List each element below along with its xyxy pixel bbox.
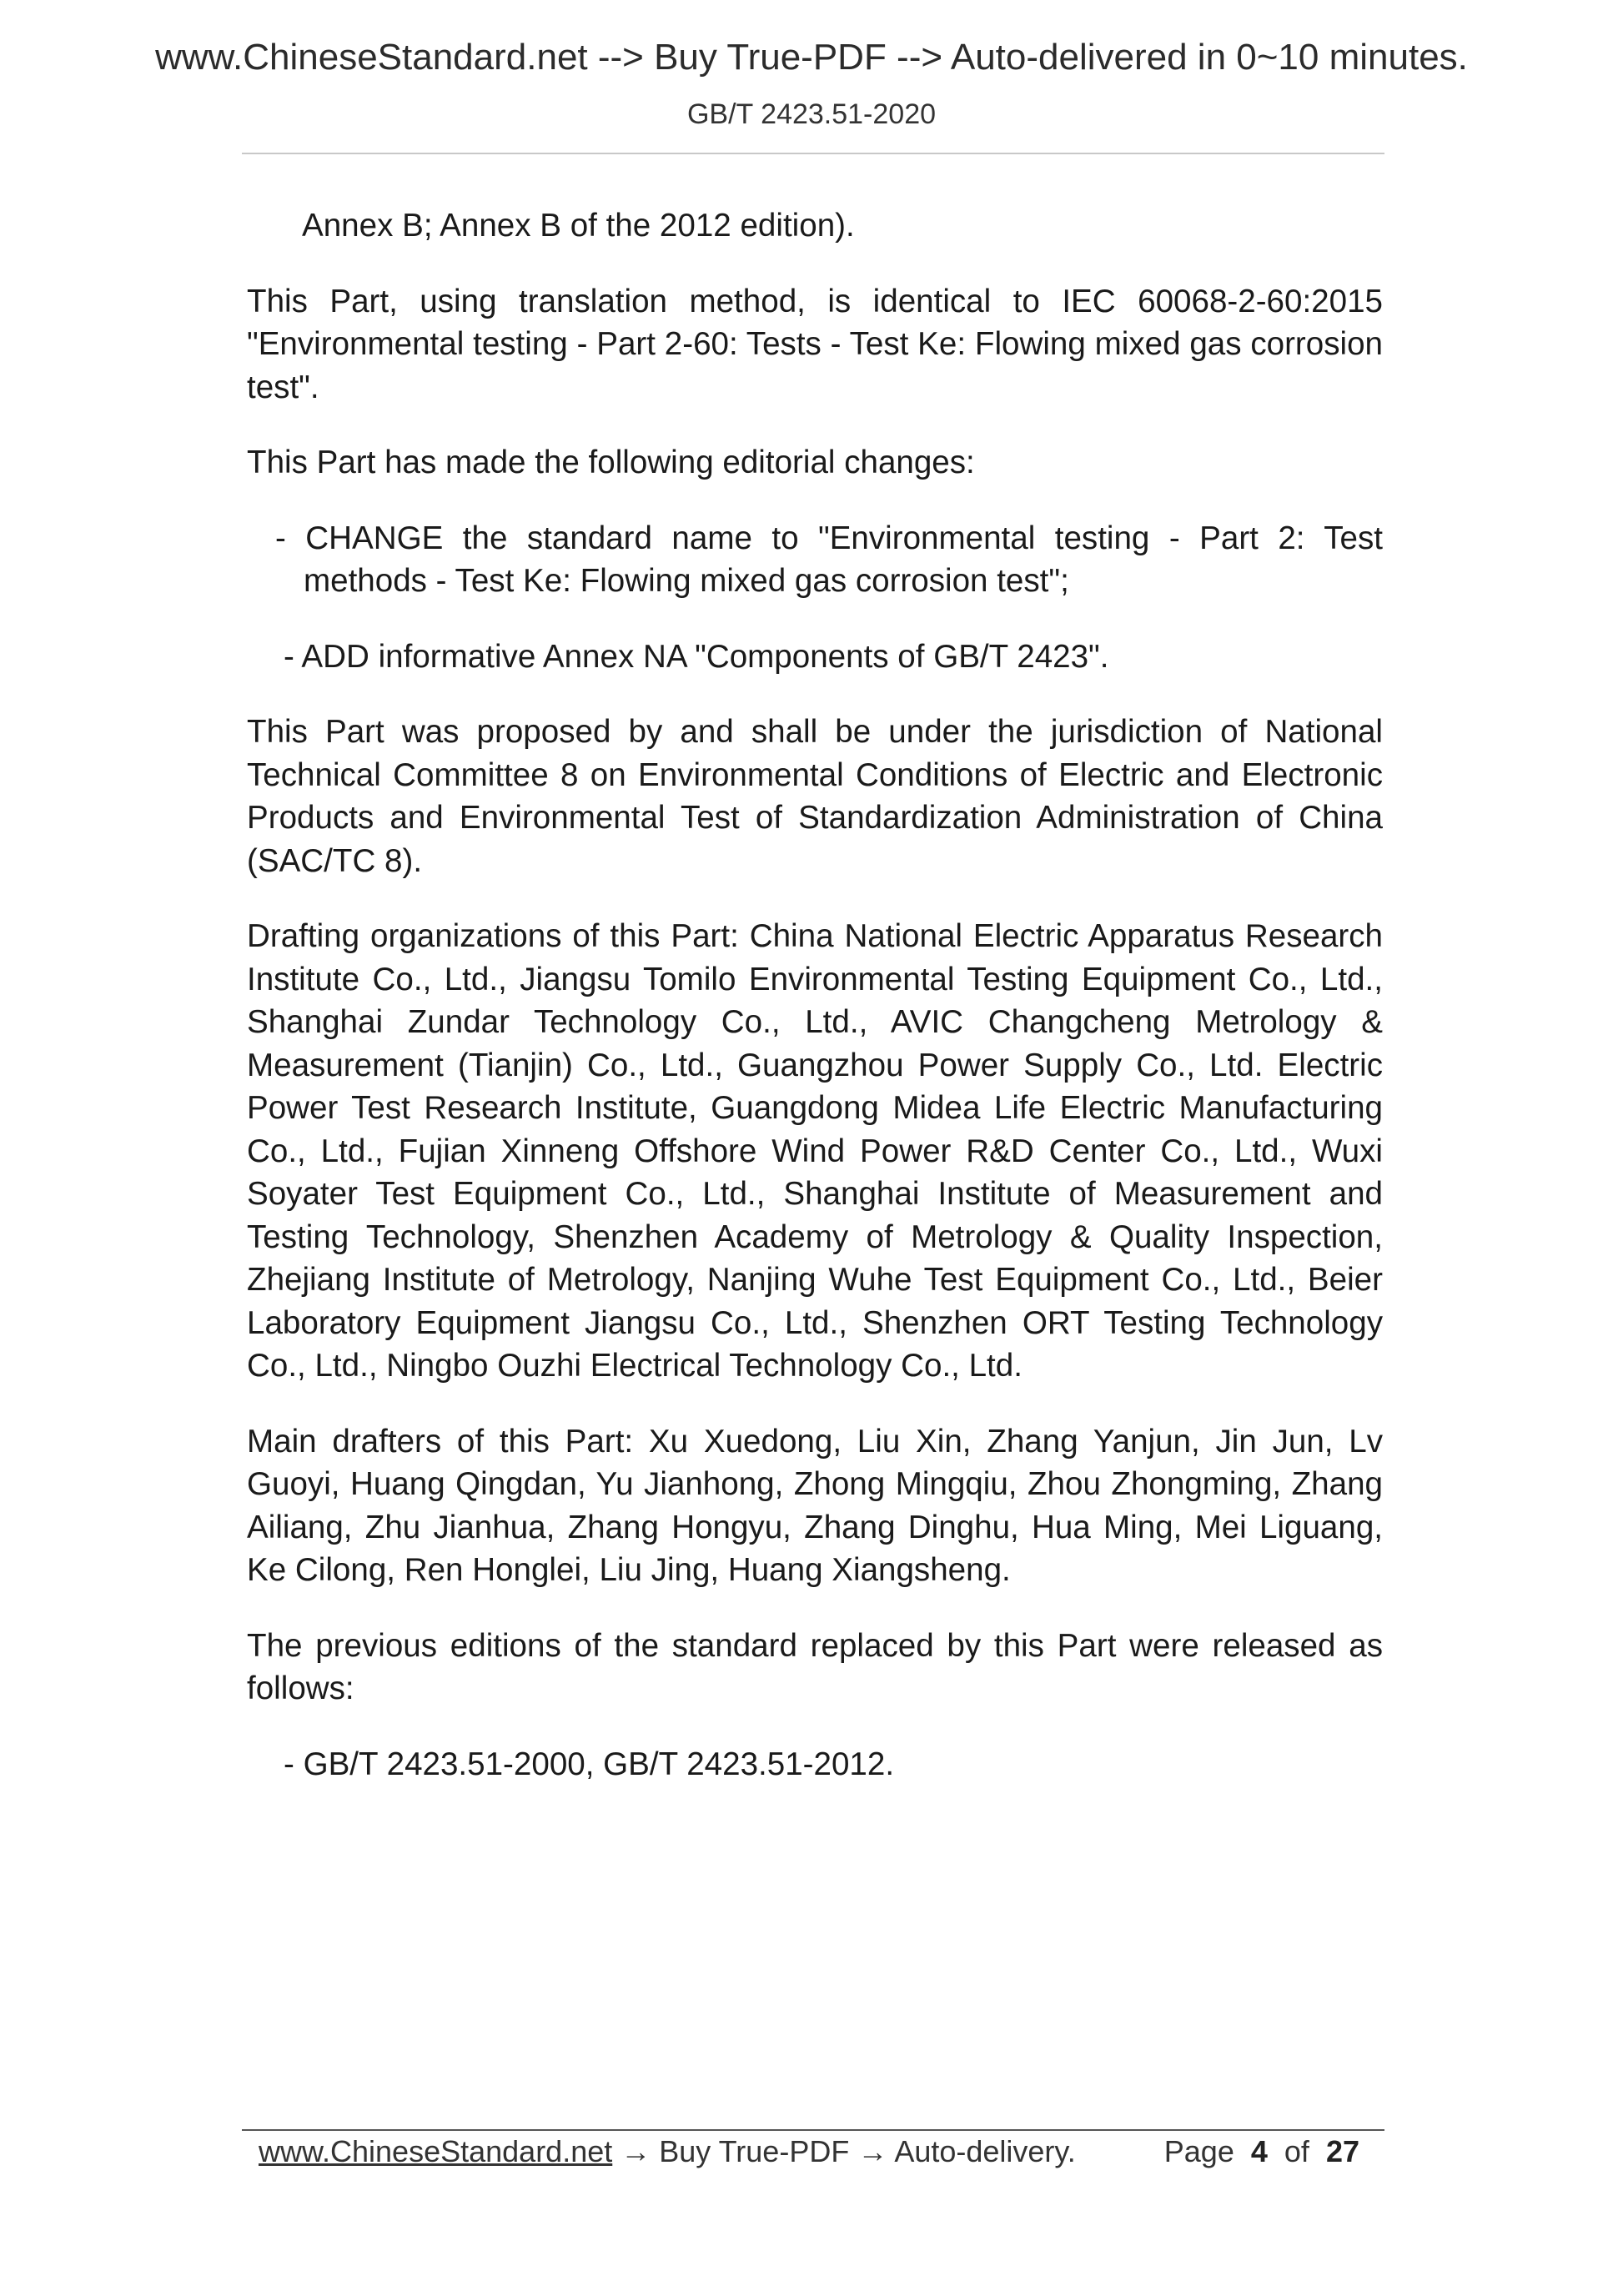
paragraph-identity: This Part, using translation method, is identical to IEC 60068-2-60:2015 "Environmental testing - Part 2-60: Tests - Test Ke: Flowing mixed gas corrosion test". (247, 283, 1383, 405)
paragraph-editorial-changes: This Part has made the following editorial changes: (247, 445, 975, 480)
paragraph-previous-editions: The previous editions of the standard replaced by this Part were released as follows: (247, 1627, 1383, 1706)
continued-text: Annex B; Annex B of the 2012 edition). (302, 208, 855, 244)
page-indicator (1164, 2134, 1359, 2169)
footer-divider (242, 2129, 1384, 2131)
footer-left (259, 2134, 1076, 2169)
page-total: 27 (1325, 2134, 1359, 2168)
of-word: of (1284, 2134, 1309, 2168)
document-id: GB/T 2423.51-2020 (686, 98, 937, 130)
page-number: 4 (1250, 2134, 1268, 2168)
header-divider (242, 153, 1384, 154)
paragraph-drafting-organizations: Drafting organizations of this Part: China National Electric Apparatus Research Institute Co., Ltd., Jiangsu Tomilo Environmental Testing Equipment Co., Ltd., Shanghai Zundar Technology Co., Ltd., AVIC Changcheng Metrology & Measurement (Tianjin) Co., Ltd., Guangzhou Power Supply Co., Ltd. Electric Power Test Research Institute, Guangdong Midea Life Electric Manufacturing Co., Ltd., Fujian Xinneng Offshore Wind Power R&D Center Co., Ltd., Wuxi Soyater Test Equipment Co., Ltd., Shanghai Institute of Measurement and Testing Technology, Shenzhen Academy of Metrology & Quality Inspection, Zhejiang Institute of Metrology, Nanjing Wuhe Test Equipment Co., Ltd., Beier Laboratory Equipment Jiangsu Co., Ltd., Shenzhen ORT Testing Technology Co., Ltd., Ningbo Ouzhi Electrical Technology Co., Ltd. (247, 918, 1383, 1384)
page-word: Page (1163, 2134, 1234, 2168)
footer-tagline: → Buy True-PDF → Auto-delivery. (612, 2134, 1076, 2168)
list-item-add-annex: - ADD informative Annex NA "Components of GB/T 2423". (284, 638, 1109, 675)
page-footer (259, 2134, 1359, 2176)
paragraph-main-drafters: Main drafters of this Part: Xu Xuedong, Liu Xin, Zhang Yanjun, Jin Jun, Lv Guoyi, Huang Qingdan, Yu Jianhong, Zhong Mingqiu, Zhou Zhongming, Zhang Ailiang, Zhu Jianhua, Zhang Hongyu, Zhang Dinghu, Hua Ming, Mei Liguang, Ke Cilong, Ren Honglei, Liu Jing, Huang Xiangsheng. (247, 1423, 1383, 1588)
list-item-change-name: - CHANGE the standard name to "Environmental testing - Part 2: Test methods - Test Ke: Flowing mixed gas corrosion test"; (275, 520, 1383, 599)
list-item-editions: - GB/T 2423.51-2000, GB/T 2423.51-2012. (284, 1746, 895, 1782)
site-banner: www.ChineseStandard.net --> Buy True-PDF --> Auto-delivered in 0~10 minutes. (155, 37, 1468, 78)
document-body (247, 204, 1383, 1818)
paragraph-jurisdiction: This Part was proposed by and shall be under the jurisdiction of National Technical Committee 8 on Environmental Conditions of Electric and Electronic Products and Environmental Test of Standardization Administration of China (SAC/TC 8). (247, 714, 1383, 879)
footer-site-link[interactable]: www.ChineseStandard.net (259, 2134, 613, 2168)
